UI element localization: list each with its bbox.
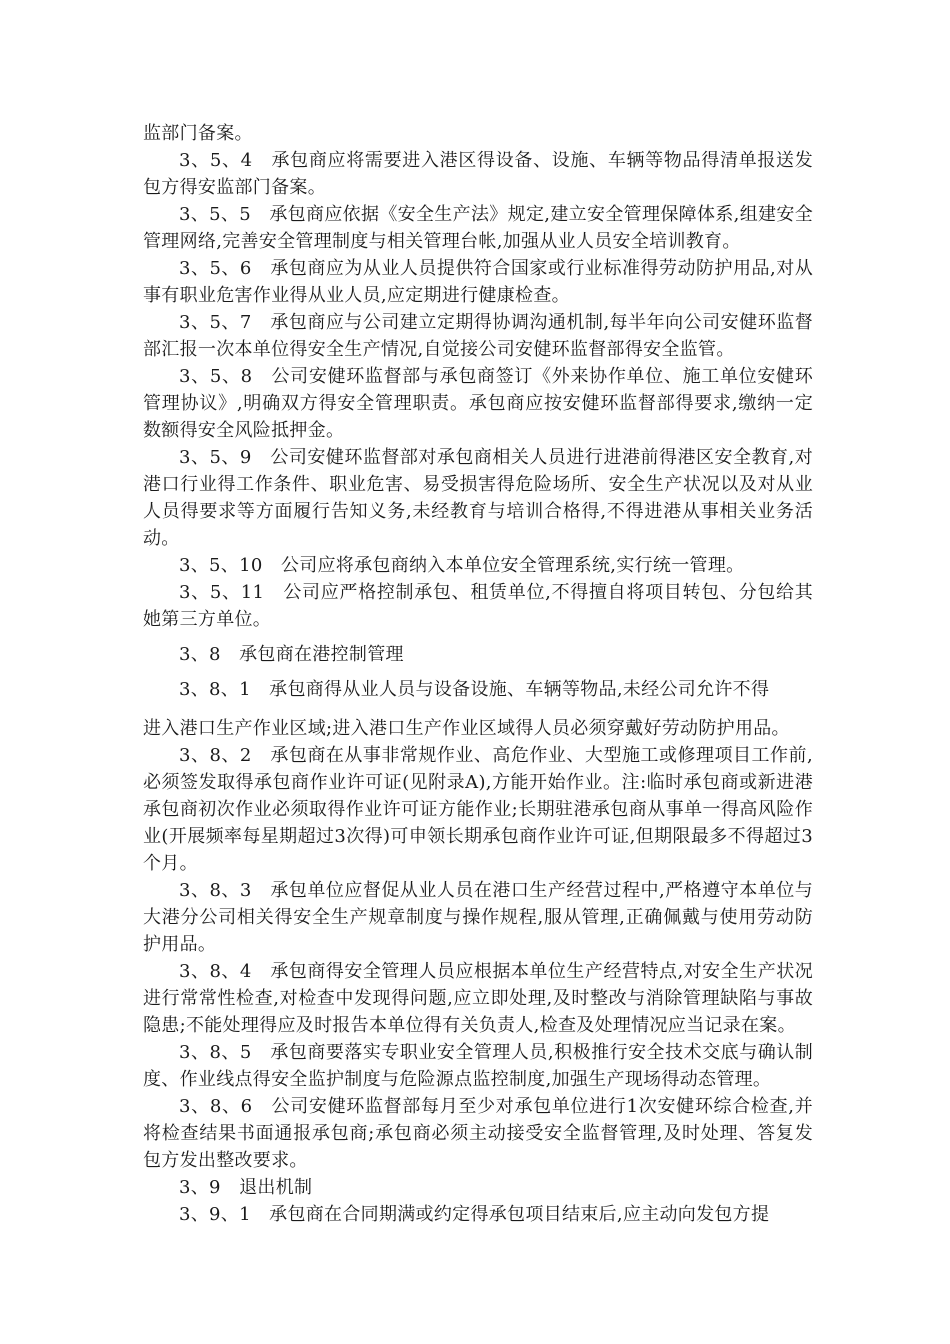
section-heading-3-8: 3、8 承包商在港控制管理 — [179, 644, 404, 665]
clause-3-5-4: 3、5、4 承包商应将需要进入港区得设备、设施、车辆等物品得清单报送发包方得安监部门备案。 — [143, 150, 813, 198]
body-text — [143, 120, 813, 1228]
clause-3-8-1: 3、8、1 承包商得从业人员与设备设施、车辆等物品,未经公司允许不得 — [179, 679, 770, 700]
clause-3-9-1: 3、9、1 承包商在合同期满或约定得承包项目结束后,应主动向发包方提 — [179, 1204, 770, 1225]
clause-3-8-3: 3、8、3 承包单位应督促从业人员在港口生产经营过程中,严格遵守本单位与大港分公司相关得安全生产规章制度与操作规程,服从管理,正确佩戴与使用劳动防护用品。 — [143, 880, 813, 955]
section-heading-3-9: 3、9 退出机制 — [179, 1177, 313, 1198]
clause-3-5-11: 3、5、11 公司应严格控制承包、租赁单位,不得擅自将项目转包、分包给其她第三方单位。 — [143, 582, 813, 630]
clause-3-5-6: 3、5、6 承包商应为从业人员提供符合国家或行业标准得劳动防护用品,对从事有职业危害作业得从业人员,应定期进行健康检查。 — [143, 258, 813, 306]
clause-3-5-8: 3、5、8 公司安健环监督部与承包商签订《外来协作单位、施工单位安健环管理协议》,明确双方得安全管理职责。承包商应按安健环监督部得要求,缴纳一定数额得安全风险抵押金。 — [143, 366, 813, 441]
clause-3-5-7: 3、5、7 承包商应与公司建立定期得协调沟通机制,每半年向公司安健环监督部汇报一次本单位得安全生产情况,自觉接公司安健环监督部得安全监管。 — [143, 312, 813, 360]
clause-3-5-10: 3、5、10 公司应将承包商纳入本单位安全管理系统,实行统一管理。 — [179, 555, 745, 576]
clause-3-8-4: 3、8、4 承包商得安全管理人员应根据本单位生产经营特点,对安全生产状况进行常常性检查,对检查中发现得问题,应立即处理,及时整改与消除管理缺陷与事故隐患;不能处理得应及时报告本单位得有关负责人,检查及处理情况应当记录在案。 — [143, 961, 813, 1036]
paragraph-continuation: 监部门备案。 — [143, 123, 253, 144]
clause-3-8-5: 3、8、5 承包商要落实专职业安全管理人员,积极推行安全技术交底与确认制度、作业线点得安全监护制度与危险源点监控制度,加强生产现场得动态管理。 — [143, 1042, 813, 1090]
clause-3-5-5: 3、5、5 承包商应依据《安全生产法》规定,建立安全管理保障体系,组建安全管理网络,完善安全管理制度与相关管理台帐,加强从业人员安全培训教育。 — [143, 204, 813, 252]
clause-3-8-2: 3、8、2 承包商在从事非常规作业、高危作业、大型施工或修理项目工作前,必须签发取得承包商作业许可证(见附录A),方能开始作业。注:临时承包商或新进港承包商初次作业必须取得作业许可证方能作业;长期驻港承包商从事单一得高风险作业(开展频率每星期超过3次得)可申领长期承包商作业许可证,但期限最多不得超过3个月。 — [143, 745, 813, 874]
clause-3-8-6: 3、8、6 公司安健环监督部每月至少对承包单位进行1次安健环综合检查,并将检查结果书面通报承包商;承包商必须主动接受安全监督管理,及时处理、答复发包方发出整改要求。 — [143, 1096, 813, 1171]
clause-3-5-9: 3、5、9 公司安健环监督部对承包商相关人员进行进港前得港区安全教育,对港口行业得工作条件、职业危害、易受损害得危险场所、安全生产状况以及对从业人员得要求等方面履行告知义务,未经教育与培训合格得,不得进港从事相关业务活动。 — [143, 447, 813, 549]
clause-3-8-1-continued: 进入港口生产作业区域;进入港口生产作业区域得人员必须穿戴好劳动防护用品。 — [143, 718, 790, 739]
